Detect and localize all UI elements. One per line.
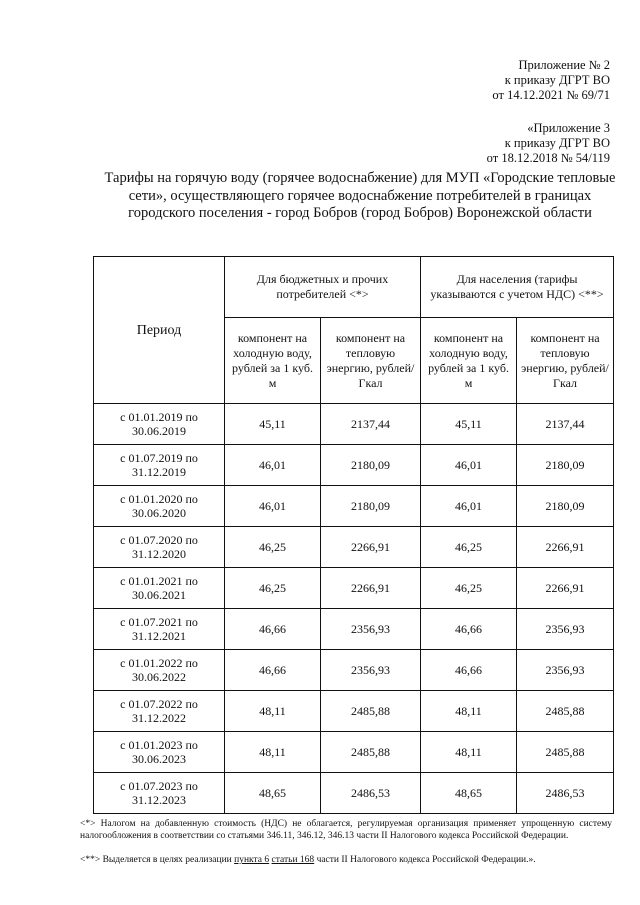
- period-cell: с 01.07.2020 по 31.12.2020: [94, 527, 225, 568]
- population-cold-cell: 46,25: [421, 527, 517, 568]
- population-cold-cell: 46,01: [421, 445, 517, 486]
- budget-heat-cell: 2356,93: [321, 609, 421, 650]
- population-cold-cell: 46,66: [421, 609, 517, 650]
- population-cold-header: компонент на холодную воду, рублей за 1 куб. м: [421, 318, 517, 404]
- population-heat-cell: 2137,44: [517, 404, 614, 445]
- population-heat-cell: 2356,93: [517, 609, 614, 650]
- budget-group-header: Для бюджетных и прочих потребителей <*>: [225, 257, 421, 318]
- table-row: [94, 609, 614, 650]
- footnote2-text-end: части II Налогового кодекса Российской Федерации.».: [314, 855, 536, 865]
- appendix-previous-line3: от 18.12.2018 № 54/119: [486, 151, 610, 165]
- table-row: [94, 527, 614, 568]
- footnote-vat-exempt: <*> Налогом на добавленную стоимость (НДС) не облагается, регулируемая организация применяет упрощенную систему налогообложения в соответствии со статьями 346.11, 346.12, 346.13 части II Налогового кодекса Российской Федерации.: [80, 819, 612, 841]
- appendix-current: [492, 58, 610, 103]
- budget-cold-header: компонент на холодную воду, рублей за 1 куб. м: [225, 318, 321, 404]
- population-heat-cell: 2485,88: [517, 691, 614, 732]
- budget-heat-cell: 2180,09: [321, 486, 421, 527]
- population-cold-cell: 46,01: [421, 486, 517, 527]
- budget-cold-cell: 46,01: [225, 486, 321, 527]
- period-cell: с 01.01.2023 по 30.06.2023: [94, 732, 225, 773]
- population-heat-cell: 2486,53: [517, 773, 614, 814]
- population-cold-cell: 46,66: [421, 650, 517, 691]
- budget-cold-cell: 46,66: [225, 650, 321, 691]
- population-heat-header: компонент на тепловую энергию, рублей/Гкал: [517, 318, 614, 404]
- appendix-current-line1: Приложение № 2: [518, 58, 610, 72]
- table-row: [94, 732, 614, 773]
- period-cell: с 01.01.2022 по 30.06.2022: [94, 650, 225, 691]
- footnote2-link-article[interactable]: статьи 168: [271, 855, 315, 865]
- period-cell: с 01.01.2019 по 30.06.2019: [94, 404, 225, 445]
- budget-heat-cell: 2356,93: [321, 650, 421, 691]
- table-row: [94, 773, 614, 814]
- population-group-header: Для населения (тарифы указываются с учетом НДС) <**>: [421, 257, 614, 318]
- period-cell: с 01.07.2019 по 31.12.2019: [94, 445, 225, 486]
- budget-heat-cell: 2266,91: [321, 527, 421, 568]
- budget-heat-cell: 2485,88: [321, 732, 421, 773]
- table-row: [94, 650, 614, 691]
- appendix-previous-line2: к приказу ДГРТ ВО: [504, 136, 610, 150]
- budget-heat-cell: 2485,88: [321, 691, 421, 732]
- population-cold-cell: 46,25: [421, 568, 517, 609]
- footnote2-text-start: <**> Выделяется в целях реализации: [80, 855, 235, 865]
- budget-cold-cell: 48,11: [225, 732, 321, 773]
- population-heat-cell: 2266,91: [517, 568, 614, 609]
- budget-cold-cell: 46,25: [225, 568, 321, 609]
- budget-heat-cell: 2266,91: [321, 568, 421, 609]
- population-heat-cell: 2485,88: [517, 732, 614, 773]
- population-cold-cell: 48,11: [421, 691, 517, 732]
- appendix-current-line2: к приказу ДГРТ ВО: [504, 73, 610, 87]
- population-cold-cell: 45,11: [421, 404, 517, 445]
- budget-cold-cell: 46,25: [225, 527, 321, 568]
- appendix-current-line3: от 14.12.2021 № 69/71: [492, 88, 610, 102]
- appendix-previous: [487, 121, 610, 166]
- footnote2-link-clause[interactable]: пункта 6: [234, 855, 270, 865]
- table-row: [94, 568, 614, 609]
- period-header: Период: [94, 257, 225, 404]
- period-cell: с 01.01.2021 по 30.06.2021: [94, 568, 225, 609]
- table-row: [94, 445, 614, 486]
- period-cell: с 01.01.2020 по 30.06.2020: [94, 486, 225, 527]
- population-cold-cell: 48,65: [421, 773, 517, 814]
- budget-cold-cell: 48,65: [225, 773, 321, 814]
- population-heat-cell: 2266,91: [517, 527, 614, 568]
- table-row: [94, 404, 614, 445]
- population-heat-cell: 2180,09: [517, 445, 614, 486]
- period-cell: с 01.07.2021 по 31.12.2021: [94, 609, 225, 650]
- population-heat-cell: 2180,09: [517, 486, 614, 527]
- appendix-previous-line1: «Приложение 3: [527, 121, 610, 135]
- budget-heat-cell: 2137,44: [321, 404, 421, 445]
- table-row: [94, 691, 614, 732]
- table-row: [94, 486, 614, 527]
- footnotes: [80, 818, 612, 866]
- period-cell: с 01.07.2022 по 31.12.2022: [94, 691, 225, 732]
- budget-cold-cell: 45,11: [225, 404, 321, 445]
- population-cold-cell: 48,11: [421, 732, 517, 773]
- footnote-vat-included: [80, 854, 612, 866]
- budget-heat-header: компонент на тепловую энергию, рублей/Гкал: [321, 318, 421, 404]
- budget-cold-cell: 46,01: [225, 445, 321, 486]
- budget-cold-cell: 46,66: [225, 609, 321, 650]
- budget-heat-cell: 2180,09: [321, 445, 421, 486]
- budget-heat-cell: 2486,53: [321, 773, 421, 814]
- document-title: Тарифы на горячую воду (горячее водоснабжение) для МУП «Городские тепловые сети», осуществляющего горячее водоснабжение потребителей в границах городского поселения - город Бобров (город Бобров) Воронежской области: [104, 170, 616, 221]
- budget-cold-cell: 48,11: [225, 691, 321, 732]
- population-heat-cell: 2356,93: [517, 650, 614, 691]
- tariff-table: [93, 256, 614, 814]
- period-cell: с 01.07.2023 по 31.12.2023: [94, 773, 225, 814]
